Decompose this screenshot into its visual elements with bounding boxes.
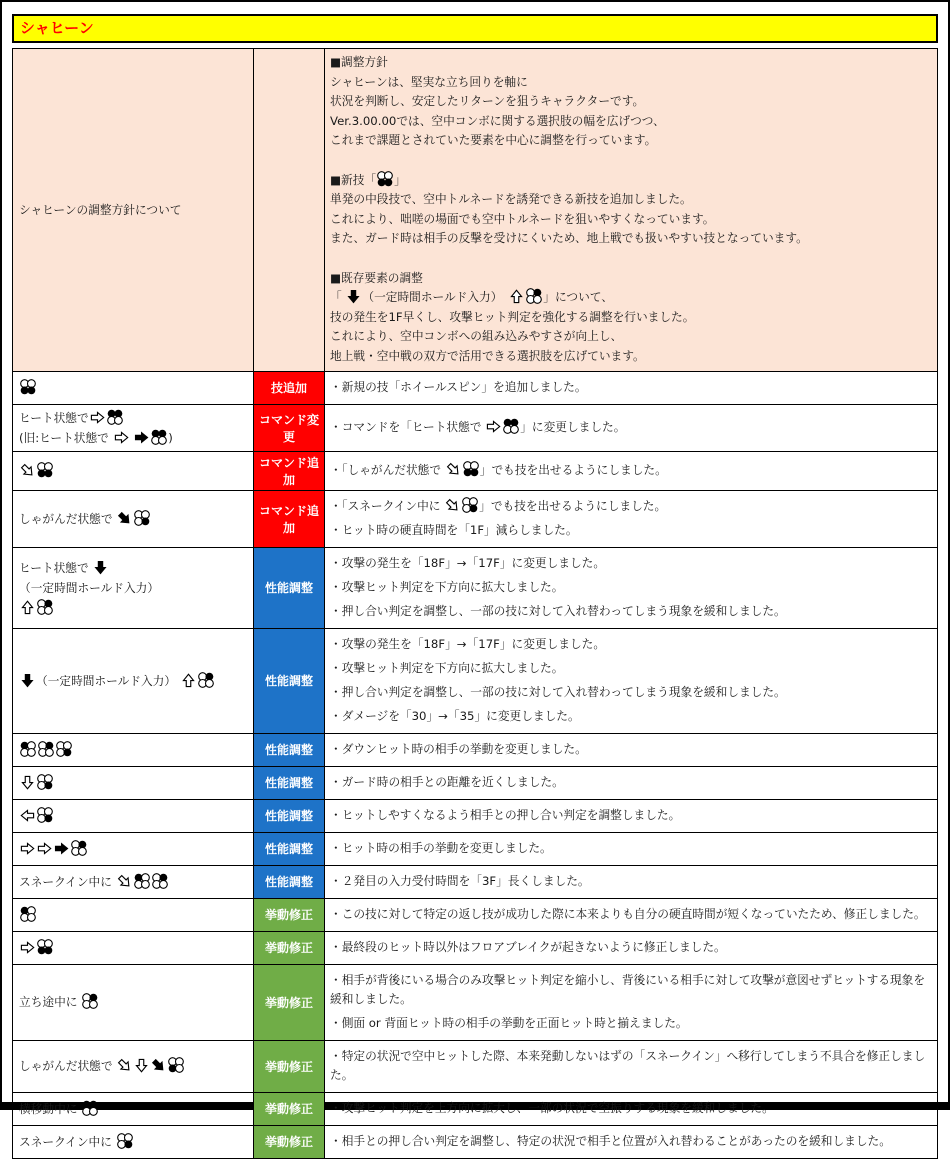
text-line bbox=[330, 269, 935, 289]
text-line bbox=[330, 190, 935, 210]
text-line bbox=[330, 288, 935, 308]
text-line bbox=[19, 408, 249, 428]
text-line bbox=[330, 600, 935, 624]
policy-label-cell bbox=[13, 49, 253, 371]
arrow-left-outline-icon bbox=[20, 808, 35, 823]
text-line bbox=[330, 903, 935, 927]
command-text: しゃがんだ状態で bbox=[19, 511, 117, 526]
arrow-se-outline-icon bbox=[117, 874, 132, 889]
command-text: （一定時間ホールド入力） bbox=[19, 580, 160, 595]
description-cell bbox=[325, 899, 937, 931]
command-cell bbox=[13, 1126, 253, 1158]
table-row bbox=[13, 865, 937, 898]
text-line bbox=[19, 598, 249, 618]
table-row bbox=[13, 832, 937, 865]
adjustments-table bbox=[12, 48, 938, 1159]
arrow-se-outline-icon bbox=[446, 462, 461, 477]
category-badge: 挙動修正 bbox=[253, 1093, 325, 1125]
text-line bbox=[330, 459, 935, 483]
text-line bbox=[330, 1130, 935, 1154]
button-lk-rk-icon bbox=[463, 461, 479, 477]
category-badge: 性能調整 bbox=[253, 767, 325, 799]
text-line bbox=[330, 576, 935, 600]
description-text: ・攻撃ヒット判定を上方向に拡大し、一部の状況で空振りする現象を緩和しました。 bbox=[330, 1101, 774, 1115]
category-badge: 挙動修正 bbox=[253, 932, 325, 964]
text-line bbox=[19, 1099, 249, 1119]
table-row bbox=[13, 733, 937, 766]
button-rk-icon bbox=[462, 497, 478, 513]
text-line bbox=[330, 936, 935, 960]
button-rk-icon bbox=[117, 1133, 133, 1149]
policy-text: 」 bbox=[394, 172, 406, 187]
policy-text: （一定時間ホールド入力） bbox=[362, 290, 509, 305]
description-cell bbox=[325, 1041, 937, 1092]
button-lk-rk-icon bbox=[37, 939, 53, 955]
description-cell bbox=[325, 734, 937, 766]
table-row bbox=[13, 628, 937, 733]
description-text: 」に変更しました。 bbox=[520, 420, 626, 434]
text-line bbox=[330, 347, 935, 367]
button-lp-icon bbox=[20, 741, 36, 757]
text-line bbox=[330, 131, 935, 151]
button-lp-icon bbox=[20, 906, 36, 922]
table-row bbox=[13, 451, 937, 490]
description-text: ・ガード時の相手との距離を近くしました。 bbox=[330, 775, 564, 789]
description-text: ・押し合い判定を調整し、一部の技に対して入れ替わってしまう現象を緩和しました。 bbox=[330, 604, 786, 618]
text-line bbox=[330, 657, 935, 681]
text-line bbox=[330, 837, 935, 861]
category-badge: 挙動修正 bbox=[253, 965, 325, 1040]
button-rp-icon bbox=[71, 840, 87, 856]
button-rp-icon bbox=[38, 741, 54, 757]
command-cell bbox=[13, 866, 253, 898]
arrow-up-outline-icon bbox=[509, 289, 524, 304]
text-line bbox=[19, 1132, 249, 1152]
text-line bbox=[330, 416, 935, 440]
text-line bbox=[19, 509, 249, 529]
description-text: ・新規の技「ホイールスピン」を追加しました。 bbox=[330, 380, 587, 394]
table-row bbox=[13, 1125, 937, 1158]
arrow-right-outline-icon bbox=[20, 940, 35, 955]
arrow-right-solid-icon bbox=[54, 841, 69, 856]
text-line bbox=[19, 839, 249, 859]
description-text: ・特定の状況で空中ヒットした際、本来発動しないはずの「スネークイン」へ移行してしまう不具合を修正しました。 bbox=[330, 1049, 926, 1082]
description-text: ・コマンドを「ヒート状態で bbox=[330, 420, 486, 434]
description-cell bbox=[325, 548, 937, 628]
command-text: ヒート状態で bbox=[19, 410, 89, 425]
command-text: ヒート状態で bbox=[19, 560, 93, 575]
text-line bbox=[330, 327, 935, 347]
description-cell bbox=[325, 452, 937, 490]
arrow-se-outline-icon bbox=[117, 1058, 132, 1073]
description-text: ・ヒット時の硬直時間を「1F」減らしました。 bbox=[330, 523, 578, 537]
arrow-se-solid-icon bbox=[117, 511, 132, 526]
button-lk-rk-icon bbox=[37, 462, 53, 478]
text-line bbox=[330, 53, 935, 73]
arrow-up-outline-icon bbox=[181, 673, 196, 688]
category-badge: 性能調整 bbox=[253, 734, 325, 766]
text-line bbox=[330, 249, 935, 269]
policy-label: シャヒーンの調整方針について bbox=[19, 202, 182, 217]
table-row bbox=[13, 766, 937, 799]
description-cell bbox=[325, 1126, 937, 1158]
description-text: ・側面 or 背面ヒット時の相手の挙動を正面ヒット時と揃えました。 bbox=[330, 1016, 688, 1030]
description-text: ・ヒット時の相手の挙動を変更しました。 bbox=[330, 841, 552, 855]
text-line bbox=[330, 229, 935, 249]
description-text: 」でも技を出せるようにしました。 bbox=[479, 463, 667, 477]
text-line bbox=[330, 210, 935, 230]
policy-text: 単発の中段技で、空中トルネードを誘発できる新技を追加しました。 bbox=[330, 192, 692, 207]
text-line bbox=[330, 376, 935, 400]
text-line bbox=[19, 806, 249, 826]
arrow-down-outline-icon bbox=[20, 775, 35, 790]
button-lk-icon bbox=[168, 1057, 184, 1073]
description-text: ・相手が背後にいる場合のみ攻撃ヒット判定を縮小し、背後にいる相手に対して攻撃が意図せずヒットする現象を緩和しました。 bbox=[330, 973, 926, 1006]
description-cell bbox=[325, 965, 937, 1040]
text-line bbox=[330, 804, 935, 828]
command-cell bbox=[13, 372, 253, 404]
button-lp-rp-icon bbox=[503, 418, 519, 434]
button-lp-icon bbox=[134, 873, 150, 889]
category-badge: 挙動修正 bbox=[253, 1126, 325, 1158]
description-text: ・攻撃ヒット判定を下方向に拡大しました。 bbox=[330, 661, 564, 675]
description-cell bbox=[325, 833, 937, 865]
policy-text: 地上戦・空中戦の双方で活用できる選択肢を広げています。 bbox=[330, 348, 645, 363]
table-row bbox=[13, 898, 937, 931]
text-line bbox=[19, 992, 249, 1012]
description-text: ・最終段のヒット時以外はフロアブレイクが起きないように修正しました。 bbox=[330, 940, 726, 954]
policy-text: これにより、空中コンボへの組み込みやすさが向上し、 bbox=[330, 329, 623, 344]
description-cell bbox=[325, 405, 937, 451]
arrow-down-solid-icon bbox=[20, 673, 35, 688]
description-text: ・この技に対して特定の返し技が成功した際に本来よりも自分の硬直時間が短くなっていたため、修正しました。 bbox=[330, 907, 926, 921]
policy-text: 技の発生を1F早くし、攻撃ヒット判定を強化する調整を行いました。 bbox=[330, 309, 695, 324]
command-text: （一定時間ホールド入力） bbox=[36, 673, 180, 688]
description-text: ・ダメージを「30」→「35」に変更しました。 bbox=[330, 709, 580, 723]
arrow-right-outline-icon bbox=[90, 410, 105, 425]
arrow-right-outline-icon bbox=[37, 841, 52, 856]
table-row bbox=[13, 1040, 937, 1092]
policy-text: Ver.3.00.00では、空中コンボに関する選択肢の幅を広げつつ、 bbox=[330, 113, 665, 128]
command-text: 横移動中に bbox=[19, 1101, 82, 1116]
policy-row bbox=[13, 49, 937, 371]
text-line bbox=[330, 1097, 935, 1121]
text-line bbox=[19, 378, 249, 398]
command-cell bbox=[13, 452, 253, 490]
arrow-right-outline-icon bbox=[20, 841, 35, 856]
text-line bbox=[330, 738, 935, 762]
arrow-up-outline-icon bbox=[20, 600, 35, 615]
policy-text: これまで課題とされていた要素を中心に調整を行っています。 bbox=[330, 133, 657, 148]
category-badge: 性能調整 bbox=[253, 800, 325, 832]
arrow-se-solid-icon bbox=[151, 1058, 166, 1073]
table-row bbox=[13, 799, 937, 832]
command-cell bbox=[13, 405, 253, 451]
category-badge: 挙動修正 bbox=[253, 899, 325, 931]
command-text: スネークイン中に bbox=[19, 874, 116, 889]
description-cell bbox=[325, 1093, 937, 1125]
command-cell bbox=[13, 548, 253, 628]
command-text: しゃがんだ状態で bbox=[19, 1059, 117, 1073]
category-badge: 性能調整 bbox=[253, 833, 325, 865]
policy-text: 「 bbox=[330, 290, 346, 305]
table-row bbox=[13, 490, 937, 547]
description-text: ・ダウンヒット時の相手の挙動を変更しました。 bbox=[330, 742, 587, 756]
character-name: シャヒーン bbox=[20, 19, 94, 37]
command-text: ) bbox=[168, 430, 173, 445]
policy-text: シャヒーンは、堅実な立ち回りを軸に bbox=[330, 74, 528, 89]
policy-empty-badge-cell bbox=[253, 49, 325, 371]
policy-text: ■既存要素の調整 bbox=[330, 270, 423, 285]
text-line bbox=[19, 1056, 249, 1076]
text-line bbox=[330, 73, 935, 93]
description-text: ・「しゃがんだ状態で bbox=[330, 463, 445, 477]
table-row bbox=[13, 371, 937, 404]
button-rp-icon bbox=[152, 873, 168, 889]
command-text: (旧:ヒート状態で bbox=[19, 430, 113, 445]
policy-text: これにより、咄嗟の場面でも空中トルネードを狙いやすくなっています。 bbox=[330, 211, 715, 226]
table-row bbox=[13, 931, 937, 964]
text-line bbox=[330, 705, 935, 729]
text-line bbox=[19, 671, 249, 691]
button-rk-icon bbox=[56, 741, 72, 757]
text-line bbox=[330, 519, 935, 543]
text-line bbox=[330, 171, 935, 191]
description-text: ・押し合い判定を調整し、一部の技に対して入れ替わってしまう現象を緩和しました。 bbox=[330, 685, 786, 699]
category-badge: 性能調整 bbox=[253, 548, 325, 628]
text-line bbox=[330, 92, 935, 112]
table-row bbox=[13, 547, 937, 628]
button-lk-rk-icon bbox=[377, 171, 393, 187]
command-text: 立ち途中に bbox=[19, 995, 82, 1009]
button-rp-icon bbox=[82, 993, 98, 1009]
text-line bbox=[330, 112, 935, 132]
button-lp-rp-icon bbox=[107, 409, 123, 425]
text-line bbox=[330, 633, 935, 657]
policy-description-cell bbox=[325, 49, 937, 371]
category-badge: コマンド変更 bbox=[253, 405, 325, 451]
command-cell bbox=[13, 833, 253, 865]
description-text: ・２発目の入力受付時間を「3F」長くしました。 bbox=[330, 874, 590, 888]
category-badge: コマンド追加 bbox=[253, 452, 325, 490]
policy-text: ■新技「 bbox=[330, 172, 377, 187]
description-cell bbox=[325, 491, 937, 547]
command-cell bbox=[13, 1041, 253, 1092]
arrow-se-outline-icon bbox=[20, 463, 35, 478]
command-cell bbox=[13, 734, 253, 766]
policy-text: また、ガード時は相手の反撃を受けにくいため、地上戦でも扱いやすい技となっています。 bbox=[330, 231, 808, 246]
description-text: ・攻撃の発生を「18F」→「17F」に変更しました。 bbox=[330, 637, 606, 651]
command-cell bbox=[13, 965, 253, 1040]
description-text: ・攻撃ヒット判定を下方向に拡大しました。 bbox=[330, 580, 564, 594]
button-rp-icon bbox=[526, 288, 542, 304]
arrow-right-outline-icon bbox=[114, 430, 129, 445]
text-line bbox=[19, 461, 249, 481]
description-text: ・攻撃の発生を「18F」→「17F」に変更しました。 bbox=[330, 556, 606, 570]
arrow-down-solid-icon bbox=[93, 560, 108, 575]
button-rk-icon bbox=[134, 510, 150, 526]
text-line bbox=[19, 905, 249, 925]
description-cell bbox=[325, 767, 937, 799]
category-badge: 挙動修正 bbox=[253, 1041, 325, 1092]
command-cell bbox=[13, 800, 253, 832]
description-cell bbox=[325, 800, 937, 832]
text-line bbox=[330, 495, 935, 519]
text-line bbox=[330, 151, 935, 171]
command-text bbox=[130, 431, 134, 445]
button-lk-rk-icon bbox=[20, 379, 36, 395]
description-cell bbox=[325, 372, 937, 404]
text-line bbox=[19, 740, 249, 760]
command-cell bbox=[13, 899, 253, 931]
table-row bbox=[13, 404, 937, 451]
text-line bbox=[19, 558, 249, 598]
command-cell bbox=[13, 491, 253, 547]
description-cell bbox=[325, 629, 937, 733]
arrow-down-solid-icon bbox=[346, 289, 361, 304]
policy-text: ■調整方針 bbox=[330, 55, 388, 69]
description-text: ・相手との押し合い判定を調整し、特定の状況で相手と位置が入れ替わることがあったのを緩和しました。 bbox=[330, 1134, 891, 1148]
arrow-right-outline-icon bbox=[486, 419, 501, 434]
arrow-right-solid-icon bbox=[134, 430, 149, 445]
command-cell bbox=[13, 629, 253, 733]
category-badge: 技追加 bbox=[253, 372, 325, 404]
category-badge: 性能調整 bbox=[253, 629, 325, 733]
text-line bbox=[330, 681, 935, 705]
table-row bbox=[13, 964, 937, 1040]
description-cell bbox=[325, 866, 937, 898]
text-line bbox=[330, 969, 935, 1012]
arrow-se-outline-icon bbox=[445, 498, 460, 513]
button-rp-icon bbox=[37, 599, 53, 615]
arrow-down-outline-icon bbox=[134, 1058, 149, 1073]
command-text: スネークイン中に bbox=[19, 1134, 116, 1149]
category-badge: 性能調整 bbox=[253, 866, 325, 898]
button-rk-icon bbox=[37, 807, 53, 823]
policy-text: 」について、 bbox=[543, 290, 613, 305]
text-line bbox=[330, 771, 935, 795]
text-line bbox=[19, 428, 249, 448]
button-lp-rp-icon bbox=[82, 1100, 98, 1116]
category-badge: コマンド追加 bbox=[253, 491, 325, 547]
text-line bbox=[330, 1012, 935, 1036]
text-line bbox=[330, 552, 935, 576]
table-row bbox=[13, 1092, 937, 1125]
command-cell bbox=[13, 932, 253, 964]
text-line bbox=[330, 308, 935, 328]
character-title-bar bbox=[12, 14, 938, 43]
description-text: 」でも技を出せるようにしました。 bbox=[479, 499, 667, 513]
text-line bbox=[330, 1045, 935, 1088]
command-cell bbox=[13, 1093, 253, 1125]
description-text: ・「スネークイン中に bbox=[330, 499, 445, 513]
description-text: ・ヒットしやすくなるよう相手との押し合い判定を調整しました。 bbox=[330, 808, 681, 822]
button-rp-icon bbox=[198, 672, 214, 688]
text-line bbox=[19, 938, 249, 958]
text-line bbox=[330, 870, 935, 894]
command-cell bbox=[13, 767, 253, 799]
text-line bbox=[19, 872, 249, 892]
text-line bbox=[19, 773, 249, 793]
description-cell bbox=[325, 932, 937, 964]
policy-text: 状況を判断し、安定したリターンを狙うキャラクターです。 bbox=[330, 94, 645, 109]
button-lp-rp-icon bbox=[151, 429, 167, 445]
button-rk-icon bbox=[37, 774, 53, 790]
